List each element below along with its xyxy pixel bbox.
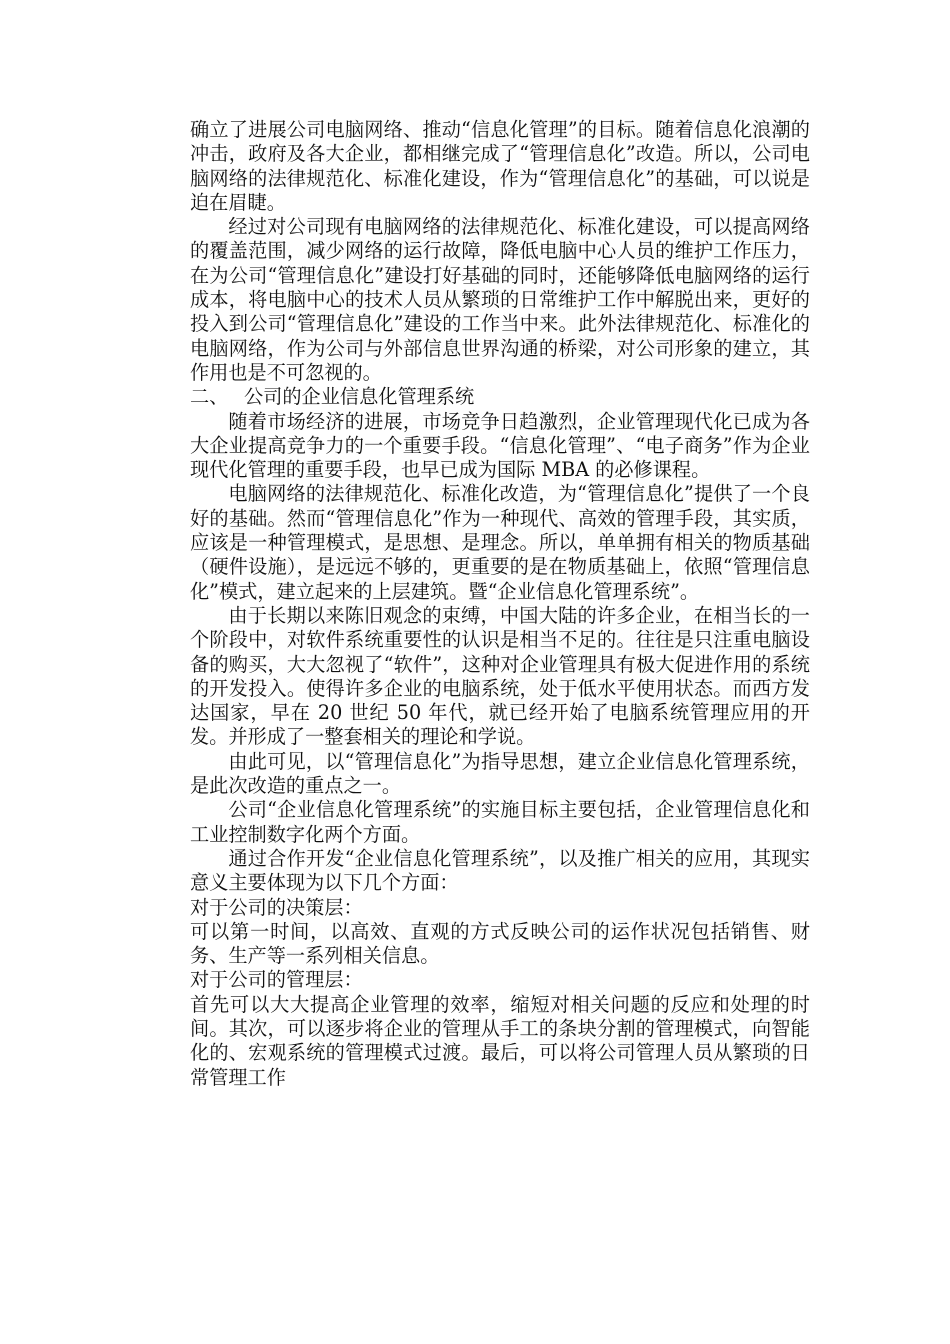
paragraph-6: 由此可见，以“管理信息化”为指导思想，建立企业信息化管理系统，是此次改造的重点之一。 bbox=[190, 749, 810, 798]
paragraph-4: 电脑网络的法律规范化、标准化改造，为“管理信息化”提供了一个良好的基础。然而“管理信息化”作为一种现代、高效的管理手段，其实质，应该是一种管理模式，是思想、是理念。所以，单单拥有相关的物质基础（硬件设施），是远远不够的，更重要的是在物质基础上，依照“管理信息化”模式，建立起来的上层建筑。暨“企业信息化管理系统”。 bbox=[190, 482, 810, 603]
list-body-management-layer: 首先可以大大提高企业管理的效率，缩短对相关问题的反应和处理的时间。其次，可以逐步将企业的管理从手工的条块分割的管理模式，向智能化的、宏观系统的管理模式过渡。最后，可以将公司管理人员从繁琐的日常管理工作 bbox=[190, 992, 810, 1089]
list-body-decision-layer: 可以第一时间，以高效、直观的方式反映公司的运作状况包括销售、财务、生产等一系列相关信息。 bbox=[190, 919, 810, 968]
list-label-decision-layer: 对于公司的决策层： bbox=[190, 895, 363, 919]
paragraph-1: 确立了进展公司电脑网络、推动“信息化管理”的目标。随着信息化浪潮的冲击，政府及各大企业，都相继完成了“管理信息化”改造。所以，公司电脑网络的法律规范化、标准化建设，作为“管理信息化”的基础，可以说是迫在眉睫。 bbox=[190, 118, 810, 214]
list-label-management-layer: 对于公司的管理层： bbox=[190, 968, 363, 992]
section-number: 二、 bbox=[190, 385, 229, 409]
paragraph-3: 随着市场经济的进展，市场竞争日趋激烈，企业管理现代化已成为各大企业提高竞争力的一个重要手段。“信息化管理”、“电子商务”作为企业现代化管理的重要手段，也早已成为国际 MBA 的必修课程。 bbox=[190, 409, 810, 482]
paragraph-2: 经过对公司现有电脑网络的法律规范化、标准化建设，可以提高网络的覆盖范围，减少网络的运行故障，降低电脑中心人员的维护工作压力，在为公司“管理信息化”建设打好基础的同时，还能够降低电脑网络的运行成本，将电脑中心的技术人员从繁琐的日常维护工作中解脱出来，更好的投入到公司“管理信息化”建设的工作当中来。此外法律规范化、标准化的电脑网络，作为公司与外部信息世界沟通的桥梁，对公司形象的建立，其作用也是不可忽视的。 bbox=[190, 215, 810, 384]
section-heading bbox=[190, 385, 810, 409]
paragraph-7: 公司“企业信息化管理系统”的实施目标主要包括，企业管理信息化和工业控制数字化两个方面。 bbox=[190, 798, 810, 846]
section-title: 公司的企业信息化管理系统 bbox=[244, 385, 475, 409]
paragraph-5: 由于长期以来陈旧观念的束缚，中国大陆的许多企业，在相当长的一个阶段中，对软件系统重要性的认识是相当不足的。往往是只注重电脑设备的购买，大大忽视了“软件”，这种对企业管理具有极大促进作用的系统的开发投入。使得许多企业的电脑系统，处于低水平使用状态。而西方发达国家，早在 20 世纪 50 年代，就已经开始了电脑系统管理应用的开发。并形成了一整套相关的理论和学说。 bbox=[190, 603, 810, 749]
paragraph-8: 通过合作开发“企业信息化管理系统”，以及推广相关的应用，其现实意义主要体现为以下几个方面： bbox=[190, 846, 810, 895]
document-body bbox=[190, 118, 810, 1090]
